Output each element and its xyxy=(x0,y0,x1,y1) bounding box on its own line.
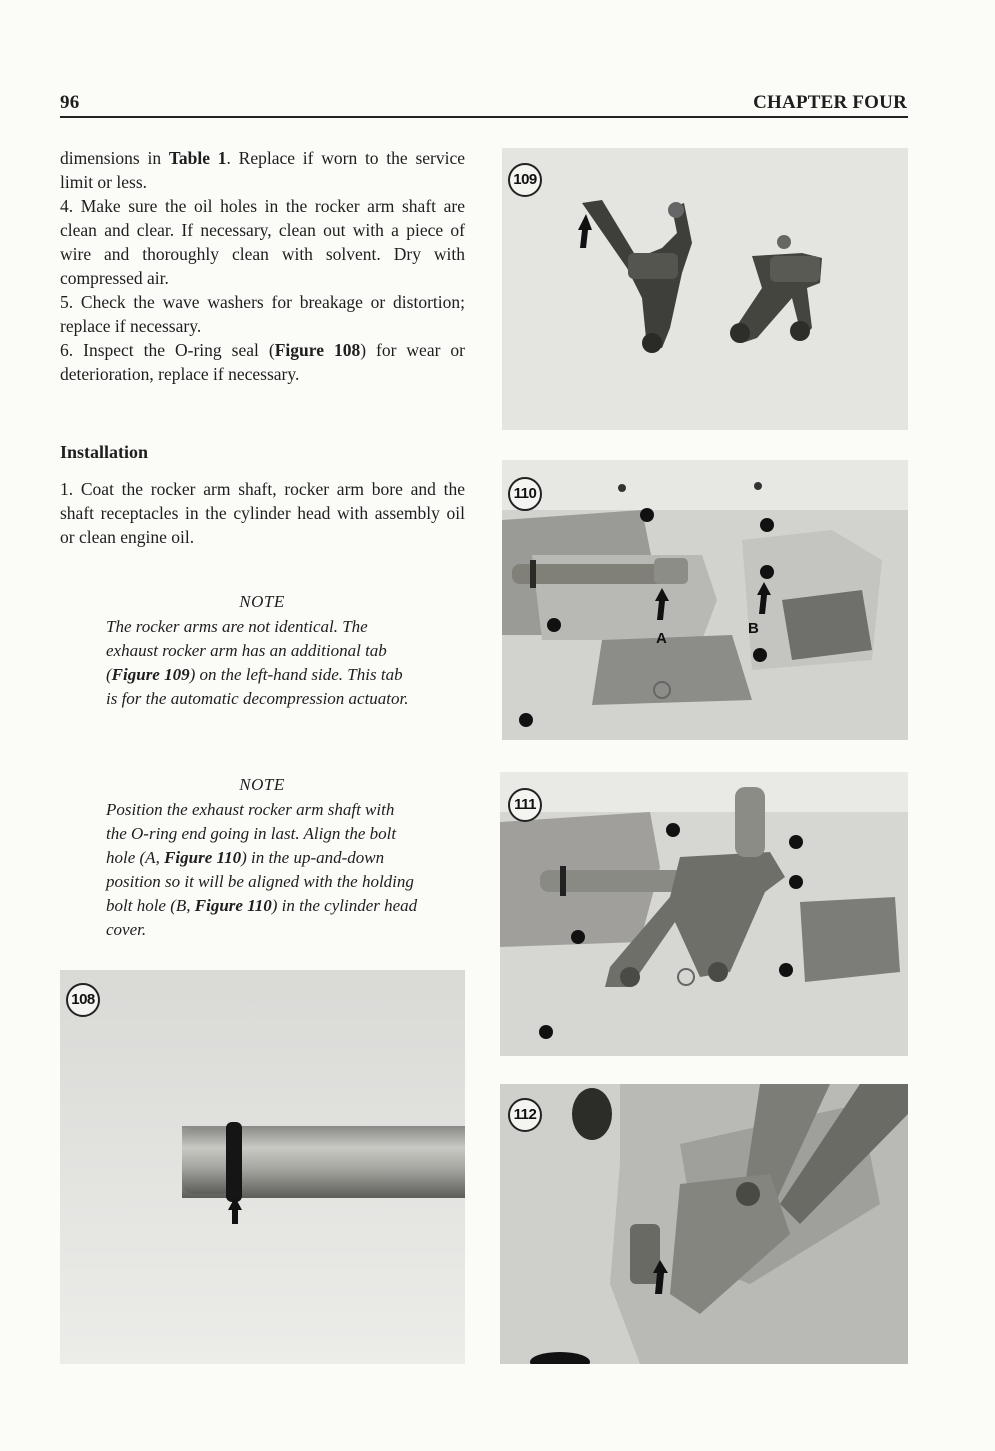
step-6-text: 6. Inspect the O-ring seal ( xyxy=(60,340,275,360)
step-5: 5. Check the wave washers for breakage or distortion; replace if necessary. xyxy=(60,292,465,336)
figure-111-badge: 111 xyxy=(508,788,542,822)
figure-109-photo xyxy=(502,148,908,430)
note-1-text-b: ) on the left-hand side. This tab is for the automatic decompression actuator. xyxy=(106,665,409,708)
page-number: 96 xyxy=(60,92,80,113)
step-4: 4. Make sure the oil holes in the rocker arm shaft are clean and clear. If necessary, clean out with a piece of wire and thoroughly clean with solvent. Dry with compressed air. xyxy=(60,196,465,288)
figure-110-label-b: B xyxy=(748,620,759,637)
note-2-figure-ref-a: Figure 110 xyxy=(164,848,242,867)
body-text-top xyxy=(60,146,465,386)
note-1 xyxy=(106,590,418,711)
note-1-title: NOTE xyxy=(239,592,285,611)
note-1-text xyxy=(106,615,418,711)
note-2-text xyxy=(106,798,418,942)
note-2 xyxy=(106,773,418,942)
intro-text-2: . Replace if worn to the service limit or less. xyxy=(60,148,465,192)
header-rule xyxy=(60,116,908,118)
note-1-text-a: The rocker arms are not identical. The exhaust rocker arm has an additional tab ( xyxy=(106,617,387,684)
figure-110-badge: 110 xyxy=(508,477,542,511)
note-2-text-c: ) in the cylinder head cover. xyxy=(106,896,418,939)
figure-108-badge: 108 xyxy=(66,983,100,1017)
figure-111-photo xyxy=(500,772,908,1056)
install-step-1-text: 1. Coat the rocker arm shaft, rocker arm bore and the shaft receptacles in the cylinder head with assembly oil or clean engine oil. xyxy=(60,479,465,547)
figure-ref-108: Figure 108 xyxy=(274,340,361,360)
figure-112-photo xyxy=(500,1084,908,1364)
install-step-1 xyxy=(60,477,465,549)
figure-110-photo xyxy=(502,460,908,740)
note-2-text-a: Position the exhaust rocker arm shaft with the O-ring end going in last. Align the bolt hole (A, xyxy=(106,800,397,867)
figure-108-photo xyxy=(60,970,465,1364)
table-ref: Table 1 xyxy=(168,148,227,168)
figure-112-badge: 112 xyxy=(508,1098,542,1132)
figure-110-label-a: A xyxy=(656,630,667,647)
note-2-figure-ref-b: Figure 110 xyxy=(194,896,272,915)
figure-109-badge: 109 xyxy=(508,163,542,197)
chapter-title: CHAPTER FOUR xyxy=(753,92,907,113)
note-2-title: NOTE xyxy=(239,775,285,794)
step-6 xyxy=(60,338,465,386)
step-6-text-2: ) for wear or deterioration, replace if necessary. xyxy=(60,340,465,384)
note-1-figure-ref: Figure 109 xyxy=(111,665,190,684)
installation-heading: Installation xyxy=(60,442,149,462)
note-2-text-b: ) in the up-and-down position so it will be aligned with the holding bolt hole (B, xyxy=(106,848,414,915)
intro-text: dimensions in xyxy=(60,148,162,168)
intro-paragraph xyxy=(60,146,465,194)
